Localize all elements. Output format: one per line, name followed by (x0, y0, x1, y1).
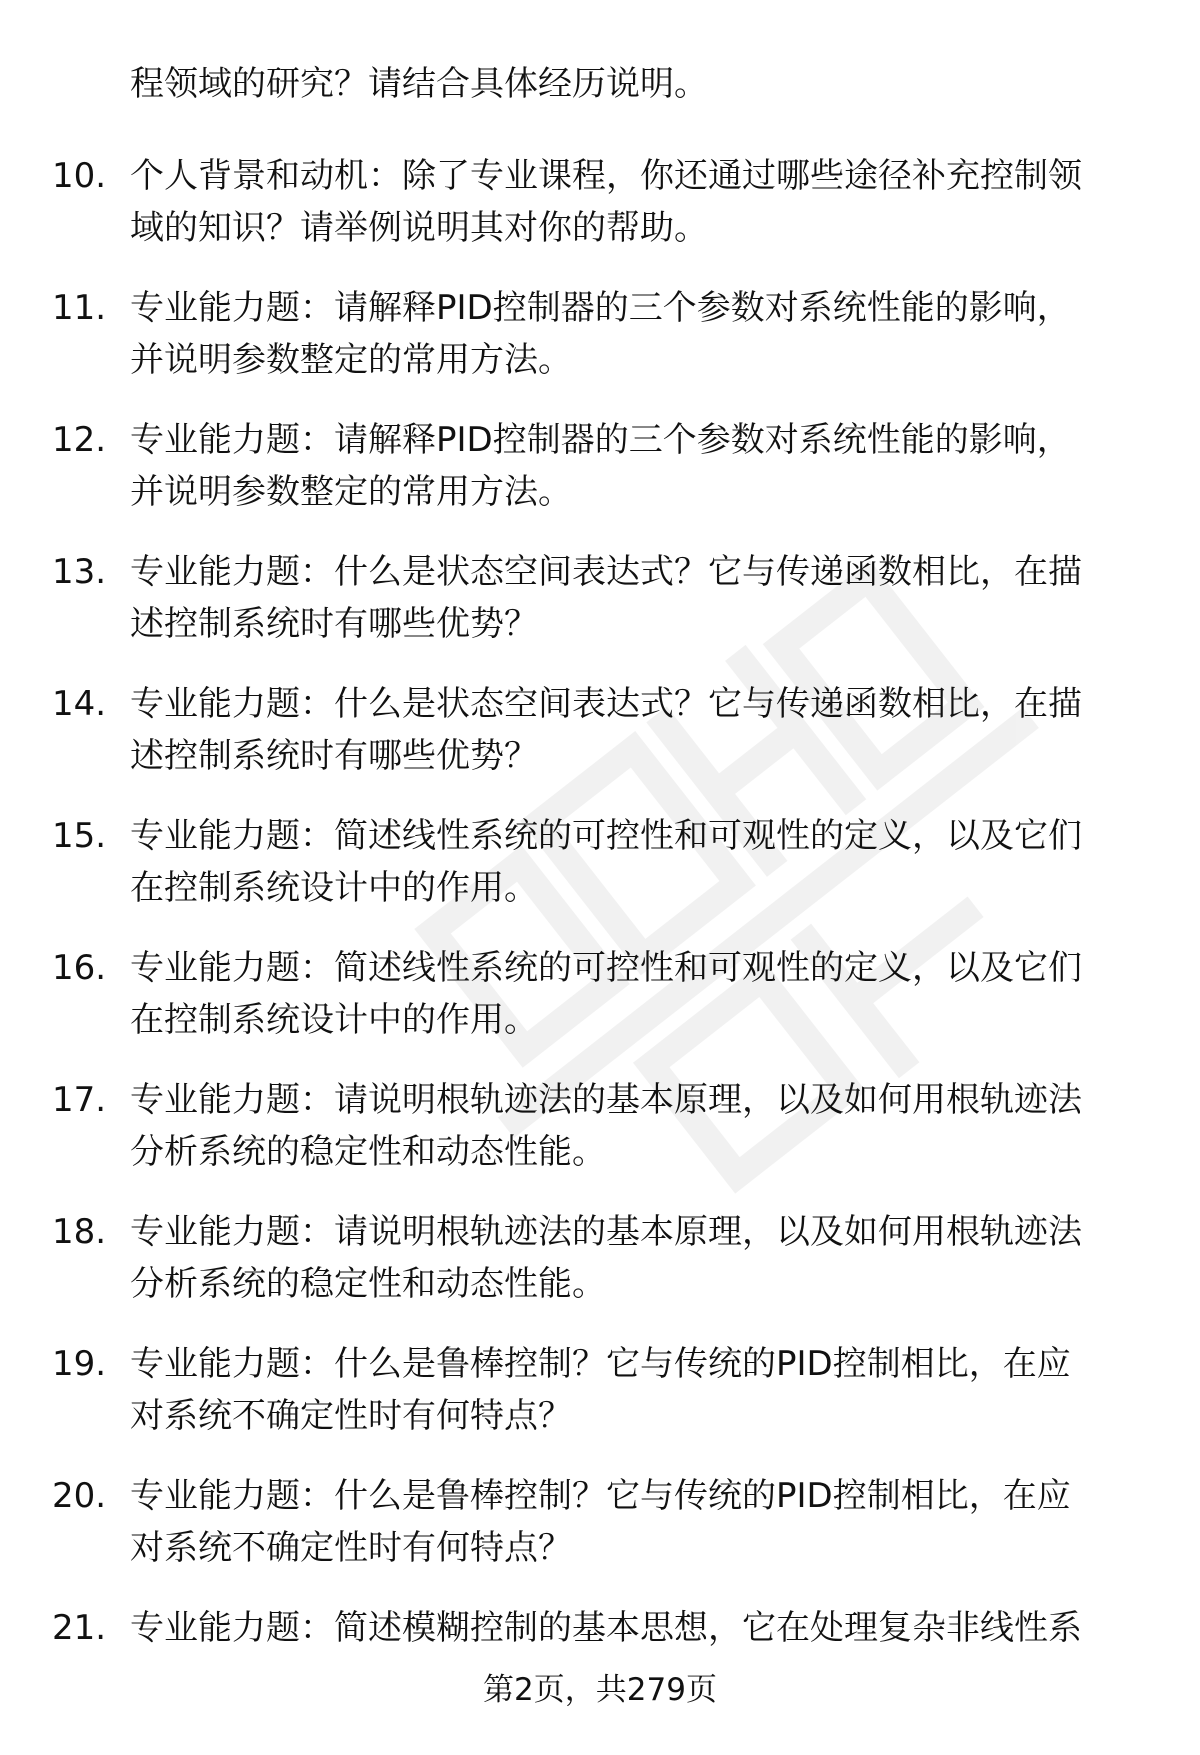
question-number: 10. (52, 156, 107, 196)
list-item (0, 546, 1200, 678)
list-item (0, 810, 1200, 942)
question-line: 专业能力题：简述线性系统的可控性和可观性的定义，以及它们 (130, 816, 1082, 856)
question-text (130, 942, 1150, 1046)
question-line: 专业能力题：简述模糊控制的基本思想，它在处理复杂非线性系 (130, 1608, 1082, 1648)
question-line: 并说明参数整定的常用方法。 (130, 340, 572, 380)
question-line: 对系统不确定性时有何特点？ (130, 1396, 572, 1436)
question-line: 专业能力题：什么是状态空间表达式？它与传递函数相比，在描 (130, 552, 1082, 592)
question-text (130, 414, 1150, 518)
question-number: 11. (52, 288, 107, 328)
list-item (0, 1338, 1200, 1470)
question-line: 个人背景和动机：除了专业课程，你还通过哪些途径补充控制领 (130, 156, 1082, 196)
question-text (130, 546, 1150, 650)
question-number: 17. (52, 1080, 107, 1120)
question-line: 专业能力题：什么是鲁棒控制？它与传统的PID控制相比，在应 (130, 1344, 1071, 1384)
question-line: 在控制系统设计中的作用。 (130, 868, 538, 908)
question-line: 述控制系统时有哪些优势？ (130, 736, 538, 776)
list-item (0, 414, 1200, 546)
question-line: 专业能力题：请说明根轨迹法的基本原理，以及如何用根轨迹法 (130, 1212, 1082, 1252)
question-text (130, 810, 1150, 914)
question-line: 在控制系统设计中的作用。 (130, 1000, 538, 1040)
question-text (130, 1602, 1150, 1654)
question-line: 专业能力题：什么是鲁棒控制？它与传统的PID控制相比，在应 (130, 1476, 1071, 1516)
list-item (0, 282, 1200, 414)
question-number: 12. (52, 420, 107, 460)
question-line: 对系统不确定性时有何特点？ (130, 1528, 572, 1568)
question-text (130, 678, 1150, 782)
question-text (130, 1338, 1150, 1442)
continued-question-text: 程领域的研究？请结合具体经历说明。 (130, 64, 708, 104)
list-item (0, 1470, 1200, 1602)
page-number-footer: 第2页，共279页 (483, 1672, 717, 1708)
question-line: 域的知识？请举例说明其对你的帮助。 (130, 208, 708, 248)
question-text (130, 150, 1150, 254)
list-item (0, 1206, 1200, 1338)
question-text (130, 1206, 1150, 1310)
question-number: 14. (52, 684, 107, 724)
question-line: 专业能力题：请解释PID控制器的三个参数对系统性能的影响， (130, 288, 1071, 328)
question-number: 21. (52, 1608, 107, 1648)
question-text (130, 1074, 1150, 1178)
question-number: 13. (52, 552, 107, 592)
list-item (0, 942, 1200, 1074)
question-line: 专业能力题：什么是状态空间表达式？它与传递函数相比，在描 (130, 684, 1082, 724)
question-line: 并说明参数整定的常用方法。 (130, 472, 572, 512)
list-item (0, 150, 1200, 282)
question-text (130, 282, 1150, 386)
question-number: 19. (52, 1344, 107, 1384)
question-line: 述控制系统时有哪些优势？ (130, 604, 538, 644)
question-line: 分析系统的稳定性和动态性能。 (130, 1264, 606, 1304)
question-number: 18. (52, 1212, 107, 1252)
question-line: 分析系统的稳定性和动态性能。 (130, 1132, 606, 1172)
question-line: 专业能力题：简述线性系统的可控性和可观性的定义，以及它们 (130, 948, 1082, 988)
question-line: 专业能力题：请说明根轨迹法的基本原理，以及如何用根轨迹法 (130, 1080, 1082, 1120)
question-text (130, 1470, 1150, 1574)
question-number: 16. (52, 948, 107, 988)
question-line: 专业能力题：请解释PID控制器的三个参数对系统性能的影响， (130, 420, 1071, 460)
list-item (0, 678, 1200, 810)
question-number: 20. (52, 1476, 107, 1516)
question-number: 15. (52, 816, 107, 856)
question-list (0, 150, 1200, 1734)
list-item (0, 1074, 1200, 1206)
